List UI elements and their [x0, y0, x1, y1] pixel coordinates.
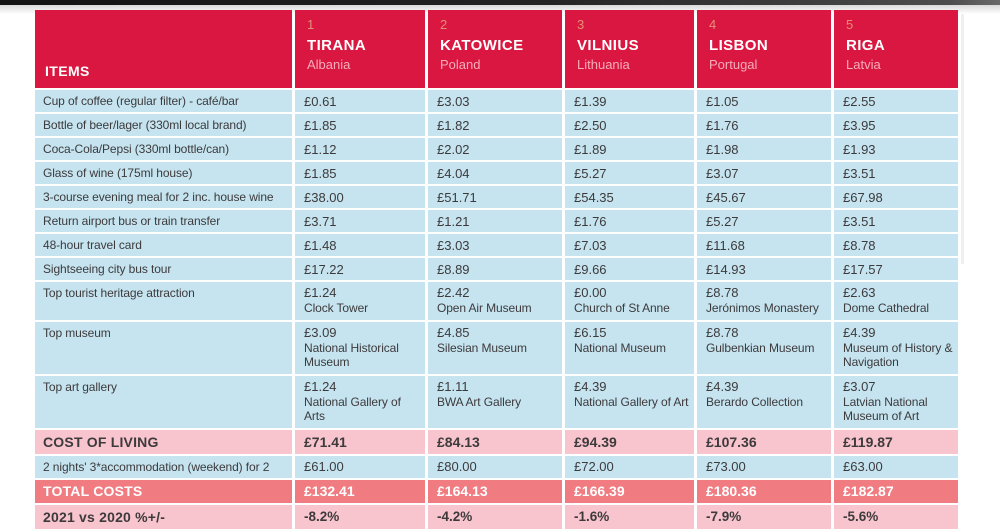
column-header-tirana [295, 10, 425, 88]
table-row [35, 90, 958, 112]
table-row [35, 186, 958, 208]
table-row [35, 234, 958, 256]
rank-number: 1 [307, 17, 315, 32]
rank-number: 4 [709, 17, 717, 32]
venue-name: Church of St Anne [574, 301, 670, 315]
value-cell [428, 282, 562, 320]
value-cell: £3.03 [428, 234, 562, 256]
value-cell: £2.55 [834, 90, 958, 112]
value-cell: £1.82 [428, 114, 562, 136]
value-cell [697, 322, 831, 374]
value-cell: £3.95 [834, 114, 958, 136]
price-value: £0.00 [574, 285, 607, 300]
items-column-header [35, 10, 292, 88]
value-cell: £17.22 [295, 258, 425, 280]
city-cost-comparison-table [35, 10, 958, 529]
value-cell: £180.36 [697, 480, 831, 503]
value-cell: £38.00 [295, 186, 425, 208]
row-label: Top tourist heritage attraction [35, 282, 292, 320]
row-label: Cup of coffee (regular filter) - café/bar [35, 90, 292, 112]
city-name: RIGA [846, 37, 886, 54]
table-row [35, 505, 958, 529]
value-cell: £1.76 [565, 210, 694, 232]
row-label: Top art gallery [35, 376, 292, 428]
value-cell: £7.03 [565, 234, 694, 256]
value-cell: £1.76 [697, 114, 831, 136]
value-cell: £132.41 [295, 480, 425, 503]
value-cell: £3.07 [697, 162, 831, 184]
row-label: TOTAL COSTS [35, 480, 292, 503]
value-cell [565, 282, 694, 320]
value-cell: £11.68 [697, 234, 831, 256]
venue-name: Latvian National Museum of Art [843, 394, 928, 423]
price-value: £4.39 [843, 324, 876, 340]
price-value: £8.78 [706, 285, 739, 300]
row-label: 2021 vs 2020 %+/- [35, 505, 292, 529]
city-name: LISBON [709, 37, 769, 54]
value-cell: £61.00 [295, 456, 425, 478]
value-cell: £94.39 [565, 430, 694, 454]
venue-name: National Gallery of Arts [304, 394, 401, 423]
value-cell: £73.00 [697, 456, 831, 478]
table-row [35, 376, 958, 428]
country-name: Portugal [709, 57, 758, 72]
value-cell [295, 282, 425, 320]
row-label: Top museum [35, 322, 292, 374]
price-value: £2.63 [843, 285, 876, 300]
row-label: Bottle of beer/lager (330ml local brand) [35, 114, 292, 136]
price-value: £6.15 [574, 324, 607, 340]
country-name: Poland [440, 57, 481, 72]
value-cell: £3.51 [834, 210, 958, 232]
row-label: 48-hour travel card [35, 234, 292, 256]
value-cell: £1.85 [295, 114, 425, 136]
value-cell: £3.71 [295, 210, 425, 232]
value-cell [834, 282, 958, 320]
row-label: Glass of wine (175ml house) [35, 162, 292, 184]
value-cell: £119.87 [834, 430, 958, 454]
value-cell: £71.41 [295, 430, 425, 454]
value-cell: £3.51 [834, 162, 958, 184]
rank-number: 3 [577, 17, 585, 32]
value-cell: £8.89 [428, 258, 562, 280]
value-cell: £17.57 [834, 258, 958, 280]
column-header-riga [834, 10, 958, 88]
price-value: £4.85 [437, 324, 470, 340]
value-cell: £51.71 [428, 186, 562, 208]
value-cell: £1.85 [295, 162, 425, 184]
venue-name: Open Air Museum [437, 301, 532, 315]
table-row [35, 456, 958, 478]
venue-name: Silesian Museum [437, 340, 527, 355]
value-cell: £5.27 [565, 162, 694, 184]
country-name: Latvia [846, 57, 881, 72]
country-name: Lithuania [577, 57, 630, 72]
table-row [35, 114, 958, 136]
value-cell: £1.98 [697, 138, 831, 160]
value-cell: £14.93 [697, 258, 831, 280]
value-cell: -5.6% [834, 505, 958, 529]
venue-name: Gulbenkian Museum [706, 340, 815, 355]
table-row [35, 430, 958, 454]
table-row [35, 322, 958, 374]
value-cell: £8.78 [834, 234, 958, 256]
column-header-lisbon [697, 10, 831, 88]
value-cell: £67.98 [834, 186, 958, 208]
venue-name: BWA Art Gallery [437, 394, 522, 409]
table-row [35, 210, 958, 232]
venue-name: Clock Tower [304, 301, 369, 315]
country-name: Albania [307, 57, 351, 72]
value-cell [697, 282, 831, 320]
table-row [35, 258, 958, 280]
value-cell: £54.35 [565, 186, 694, 208]
column-header-vilnius [565, 10, 694, 88]
venue-name: Museum of History & Navigation [843, 340, 953, 369]
value-cell: £1.21 [428, 210, 562, 232]
value-cell: £80.00 [428, 456, 562, 478]
venue-name: National Historical Museum [304, 340, 399, 369]
value-cell: £45.67 [697, 186, 831, 208]
value-cell [697, 376, 831, 428]
column-header-katowice [428, 10, 562, 88]
page-edge-shadow [961, 14, 964, 264]
city-name: KATOWICE [440, 37, 524, 54]
value-cell: £1.89 [565, 138, 694, 160]
row-label: Sightseeing city bus tour [35, 258, 292, 280]
venue-name: Berardo Collection [706, 394, 803, 409]
table-row [35, 162, 958, 184]
value-cell: £182.87 [834, 480, 958, 503]
row-label: 3-course evening meal for 2 inc. house wine [35, 186, 292, 208]
value-cell: -8.2% [295, 505, 425, 529]
value-cell: £84.13 [428, 430, 562, 454]
price-value: £2.42 [437, 285, 470, 300]
value-cell: -4.2% [428, 505, 562, 529]
value-cell [834, 322, 958, 374]
value-cell [428, 376, 562, 428]
price-value: £1.11 [437, 378, 469, 394]
value-cell: £4.04 [428, 162, 562, 184]
venue-name: National Museum [574, 340, 666, 355]
price-value: £8.78 [706, 324, 739, 340]
value-cell: £5.27 [697, 210, 831, 232]
price-value: £1.24 [304, 378, 337, 394]
value-cell [565, 322, 694, 374]
value-cell: £166.39 [565, 480, 694, 503]
value-cell: £2.50 [565, 114, 694, 136]
table-header-row [35, 10, 958, 88]
value-cell: £1.12 [295, 138, 425, 160]
value-cell: -1.6% [565, 505, 694, 529]
value-cell [295, 322, 425, 374]
value-cell: £107.36 [697, 430, 831, 454]
price-value: £4.39 [574, 378, 607, 394]
table-row [35, 282, 958, 320]
value-cell: £0.61 [295, 90, 425, 112]
row-label: 2 nights' 3*accommodation (weekend) for 2 [35, 456, 292, 478]
venue-name: Jerónimos Monastery [706, 301, 819, 315]
row-label: COST OF LIVING [35, 430, 292, 454]
items-header-label: ITEMS [45, 63, 90, 79]
price-value: £4.39 [706, 378, 739, 394]
value-cell: -7.9% [697, 505, 831, 529]
value-cell [295, 376, 425, 428]
value-cell [565, 376, 694, 428]
value-cell: £9.66 [565, 258, 694, 280]
table-row [35, 480, 958, 503]
value-cell: £1.48 [295, 234, 425, 256]
table-row [35, 138, 958, 160]
value-cell: £2.02 [428, 138, 562, 160]
price-value: £3.07 [843, 378, 876, 394]
city-name: VILNIUS [577, 37, 639, 54]
row-label: Return airport bus or train transfer [35, 210, 292, 232]
row-label: Coca-Cola/Pepsi (330ml bottle/can) [35, 138, 292, 160]
city-name: TIRANA [307, 37, 367, 54]
value-cell [834, 376, 958, 428]
value-cell: £63.00 [834, 456, 958, 478]
value-cell [428, 322, 562, 374]
price-value: £1.24 [304, 285, 337, 300]
rank-number: 2 [440, 17, 448, 32]
value-cell: £164.13 [428, 480, 562, 503]
rank-number: 5 [846, 17, 854, 32]
value-cell: £1.93 [834, 138, 958, 160]
value-cell: £1.39 [565, 90, 694, 112]
price-value: £3.09 [304, 324, 337, 340]
value-cell: £72.00 [565, 456, 694, 478]
value-cell: £1.05 [697, 90, 831, 112]
value-cell: £3.03 [428, 90, 562, 112]
venue-name: National Gallery of Art [574, 394, 689, 409]
venue-name: Dome Cathedral [843, 301, 929, 315]
